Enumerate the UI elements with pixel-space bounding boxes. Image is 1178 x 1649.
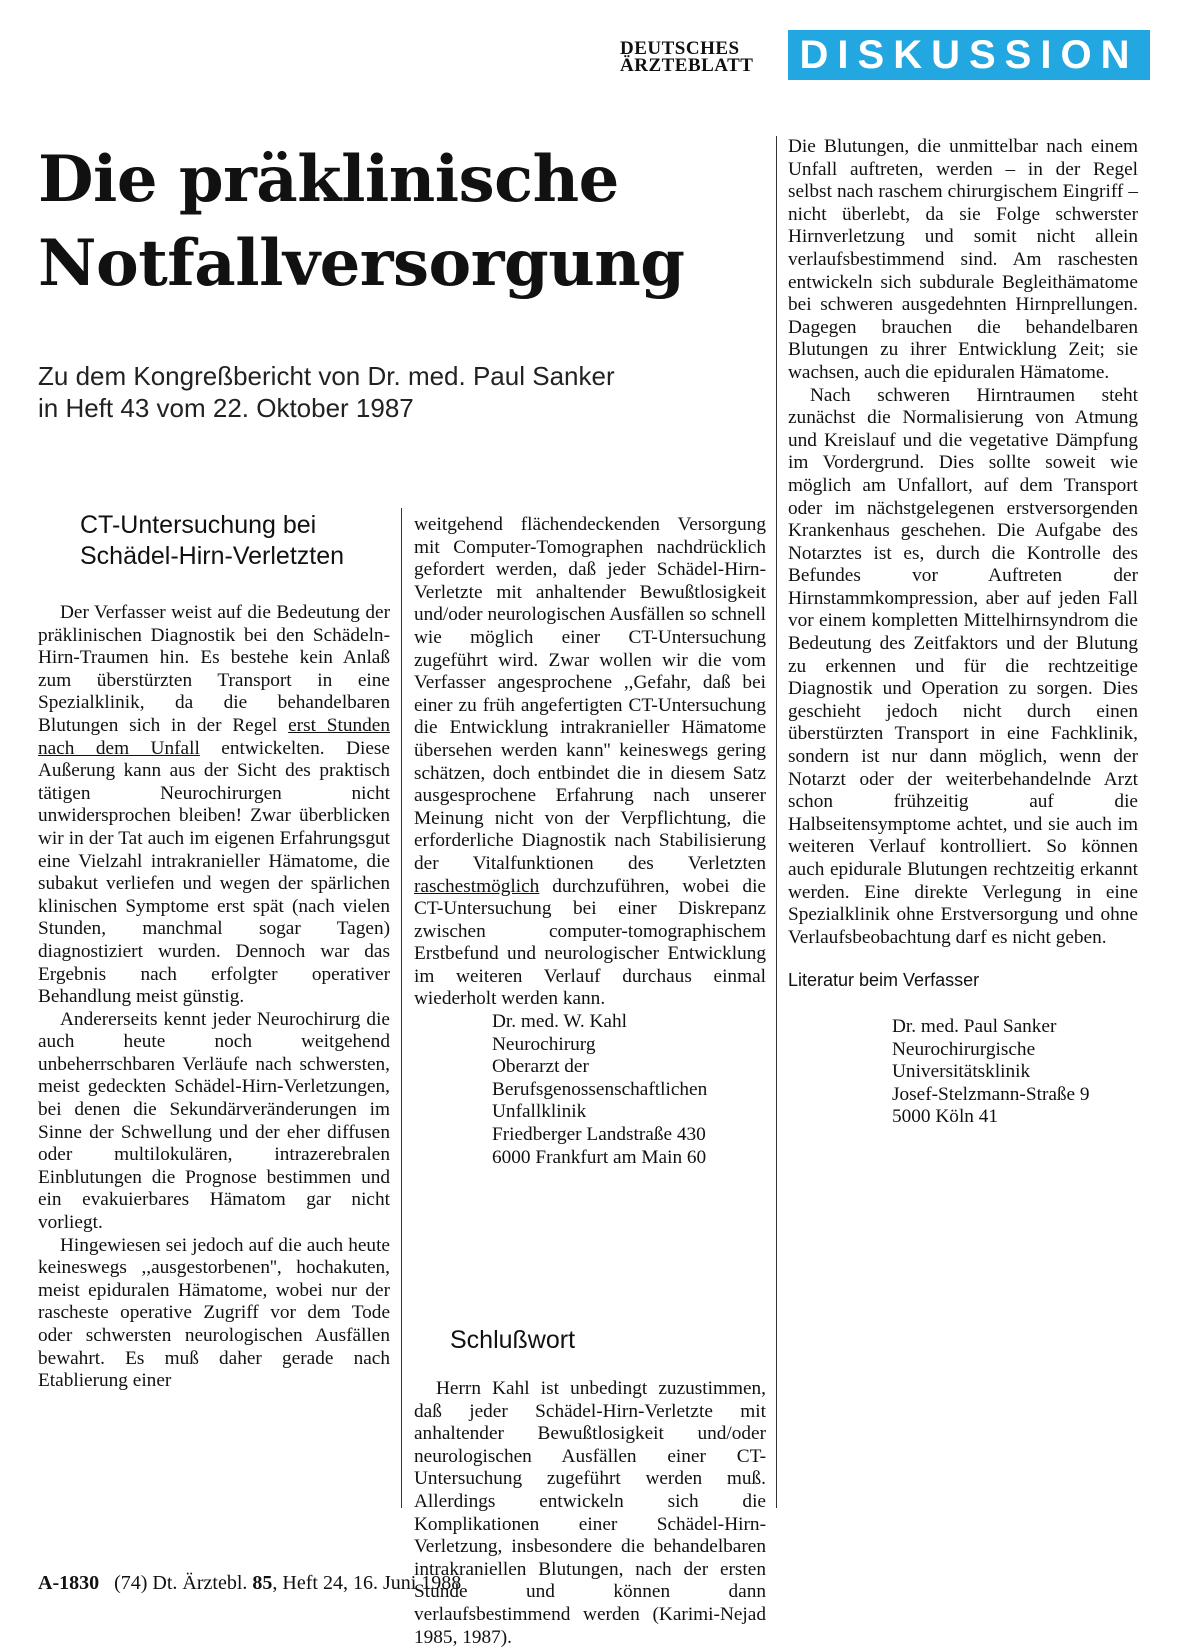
headline-line2: Notfallversorgung xyxy=(38,226,685,301)
signature-line: Neurochirurgische xyxy=(892,1038,1036,1060)
page-footer xyxy=(38,1572,461,1595)
body-paragraph: Herrn Kahl ist unbedingt zuzustimmen, daß jeder Schädel-Hirn-Verletzte mit anhaltender Bewußtlosigkeit und/oder neurologischen Ausfällen einer CT-Untersuchung zugeführt werden muß. Allerdings entwickeln sich die Komplikationen einer Schädel-Hirn-Verletzung, insbesondere die behandelbaren intrakraniellen Blutungen, nach der ersten Stunde und können dann verlaufsbestimmend werden (Karimi-Nejad 1985, 1987). xyxy=(414,1378,766,1648)
underlined-phrase: raschestmöglich xyxy=(414,875,540,897)
citation-prefix: (74) Dt. Ärztebl. xyxy=(114,1572,248,1594)
signature-line: 5000 Köln 41 xyxy=(892,1106,999,1128)
underlined-phrase: erst Stunden nach dem Unfall xyxy=(38,714,390,759)
body-paragraph: Der Verfasser weist auf die Bedeutung der präklinischen Diagnostik bei den Schädeln-Hirn-Traumen hin. Es bestehe kein Anlaß zum überstürzten Transport in eine Spezialklinik, da die behandelbaren Blutungen sich in der Regel erst Stunden nach dem Unfall entwickelten. Diese Außerung kann aus der Sicht des praktisch tätigen Neurochirurgen nicht unwidersprochen bleiben! Zwar überblicken wir in der Tat auch im eigenen Erfahrungsgut eine Vielzahl intrakranieller Hämatome, die subakut verliefen und wegen der spärlichen klinischen Symptome erst spät (nach vielen Stunden, manchmal sogar Tagen) diagnostiziert wurden. Dennoch war das Ergebnis nach erfolgter operativer Behandlung meist günstig. xyxy=(38,602,390,1008)
masthead-line2: ÄRZTEBLATT xyxy=(620,55,754,76)
body-paragraph: Hingewiesen sei jedoch auf die auch heute keineswegs ,,ausgestorbenen'', hochakuten, meist epiduralen Hämatome, wobei nur der rascheste operative Zugriff vor dem Tode oder schwersten neurologischen Ausfällen bewahrt. Es muß daher gerade nach Etablierung einer xyxy=(38,1234,390,1392)
volume-number: 85 xyxy=(252,1572,273,1594)
article-headline xyxy=(38,138,758,306)
signature-line: Universitätsklinik xyxy=(892,1061,1031,1083)
body-paragraph: weitgehend flächendeckenden Versorgung mit Computer-Tomographen nachdrücklich gefordert werden, daß jeder Schädel-Hirn-Verletzte mit anhaltender Bewußtlosigkeit und/oder neurologischen Ausfällen so schnell wie möglich einer CT-Untersuchung zugeführt wird. Zwar wollen wir die vom Verfasser angesprochene ,,Gefahr, daß bei einer zu früh angefertigten CT-Untersuchung die Entwicklung intrakranieller Hämatome übersehen werden kann'' keineswegs gering schätzen, doch entbindet die in diesem Satz ausgesprochene Erfahrung nach unserer Meinung nicht von der Verpflichtung, die erforderliche Diagnostik nach Stabilisierung der Vitalfunktionen des Verletzten raschestmöglich durchzuführen, wobei die CT-Untersuchung bei einer Diskrepanz zwischen computer-tomographischem Erstbefund und neurologischer Entwicklung im weiteren Verlauf durchaus einmal wiederholt werden kann. xyxy=(414,514,766,1010)
column-2 xyxy=(414,514,766,1169)
signature-line: Josef-Stelzmann-Straße 9 xyxy=(892,1083,1090,1105)
article-subtitle xyxy=(38,360,758,424)
subtitle-line2: in Heft 43 vom 22. Oktober 1987 xyxy=(38,393,414,423)
column-divider xyxy=(776,136,777,1508)
signature-line: Oberarzt der xyxy=(492,1056,589,1078)
letter-heading-line2: Schädel-Hirn-Verletzten xyxy=(80,542,345,570)
headline-line1: Die präklinische xyxy=(38,142,619,217)
citation-suffix: , Heft 24, 16. Juni 1988 xyxy=(272,1572,462,1594)
column-3 xyxy=(788,136,1138,1129)
signature-line: Dr. med. W. Kahl xyxy=(492,1011,627,1033)
signature-line: Neurochirurg xyxy=(492,1033,596,1055)
body-paragraph: Die Blutungen, die unmittelbar nach einem Unfall auftreten, werden – in der Regel selbst nach raschem chirurgischem Eingriff – nicht überlebt, da sie Folge schwerster Hirnverletzung und somit nicht allein verlaufsbestimmend sind. Am raschesten entwickeln sich subdurale Begleithämatome bei schweren ausgedehnten Hirnprellungen. Dagegen brauchen die behandelbaren Blutungen zu ihrer Entwicklung Zeit; sie wachsen, auch die epiduralen Hämatome. xyxy=(788,136,1138,383)
signature-line: Dr. med. Paul Sanker xyxy=(892,1015,1057,1037)
masthead-line1: DEUTSCHES xyxy=(620,38,740,59)
column-divider xyxy=(401,508,402,1508)
letter-heading-line1: CT-Untersuchung bei xyxy=(80,511,317,539)
signature-line: Friedberger Landstraße 430 xyxy=(492,1124,706,1146)
signature-line: Berufsgenossenschaftlichen xyxy=(492,1078,708,1100)
literature-note: Literatur beim Verfasser xyxy=(788,970,980,991)
reply-signature xyxy=(788,1016,1138,1129)
signature-line: Unfallklinik xyxy=(492,1101,587,1123)
letter-heading xyxy=(80,510,400,572)
reply-column-start xyxy=(414,1378,766,1649)
section-banner: DISKUSSION xyxy=(788,30,1150,80)
author-signature xyxy=(414,1011,766,1169)
column-1 xyxy=(38,602,390,1393)
body-paragraph: Andererseits kennt jeder Neurochirurg die auch heute noch weitgehend unbeherrschbaren Verläufe nach schwersten, meist gedeckten Schädel-Hirn-Verletzungen, bei denen die Sekundärveränderungen im Sinne der Schwellung und der eher diffusen oder multilokulären, intrazerebralen Einblutungen die Prognose bestimmen und ein evakuierbares Hämatom gar nicht vorliegt. xyxy=(38,1008,390,1234)
page-number: A-1830 xyxy=(38,1572,100,1594)
signature-line: 6000 Frankfurt am Main 60 xyxy=(492,1146,707,1168)
reply-heading: Schlußwort xyxy=(450,1326,576,1354)
subtitle-line1: Zu dem Kongreßbericht von Dr. med. Paul Sanker xyxy=(38,361,615,391)
body-paragraph: Nach schweren Hirntraumen steht zunächst die Normalisierung von Atmung und Kreislauf und die vegetative Dämpfung im Vordergrund. Dies sollte soweit wie möglich am Unfallort, auf dem Transport oder im nächstgelegenen erstversorgenden Krankenhaus geschehen. Die Aufgabe des Notarztes ist es, durch die Kontrolle des Befundes vor Auftreten der Hirnstammkompression, aber auf jeden Fall vor einem kompletten Mittelhirnsyndrom die Bedeutung des Zeitfaktors und der Blutung zu erkennen und für die rechtzeitige Diagnostik und Operation zu sorgen. Dies geschieht jedoch nicht durch einen überstürzten Transport in eine Fachklinik, sondern ist nur dann möglich, wenn der Notarzt oder der weiterbehandelnde Arzt schon frühzeitig auf die Halbseitensymptome achtet, und sie auch im weiteren Verlauf kontrolliert. So können auch epidurale Blutungen rechtzeitig erkannt werden. Eine direkte Verlegung in eine Spezialklinik ohne Erstversorgung und ohne Verlaufsbeobachtung darf es nicht geben. xyxy=(788,384,1138,948)
journal-masthead xyxy=(620,40,760,74)
